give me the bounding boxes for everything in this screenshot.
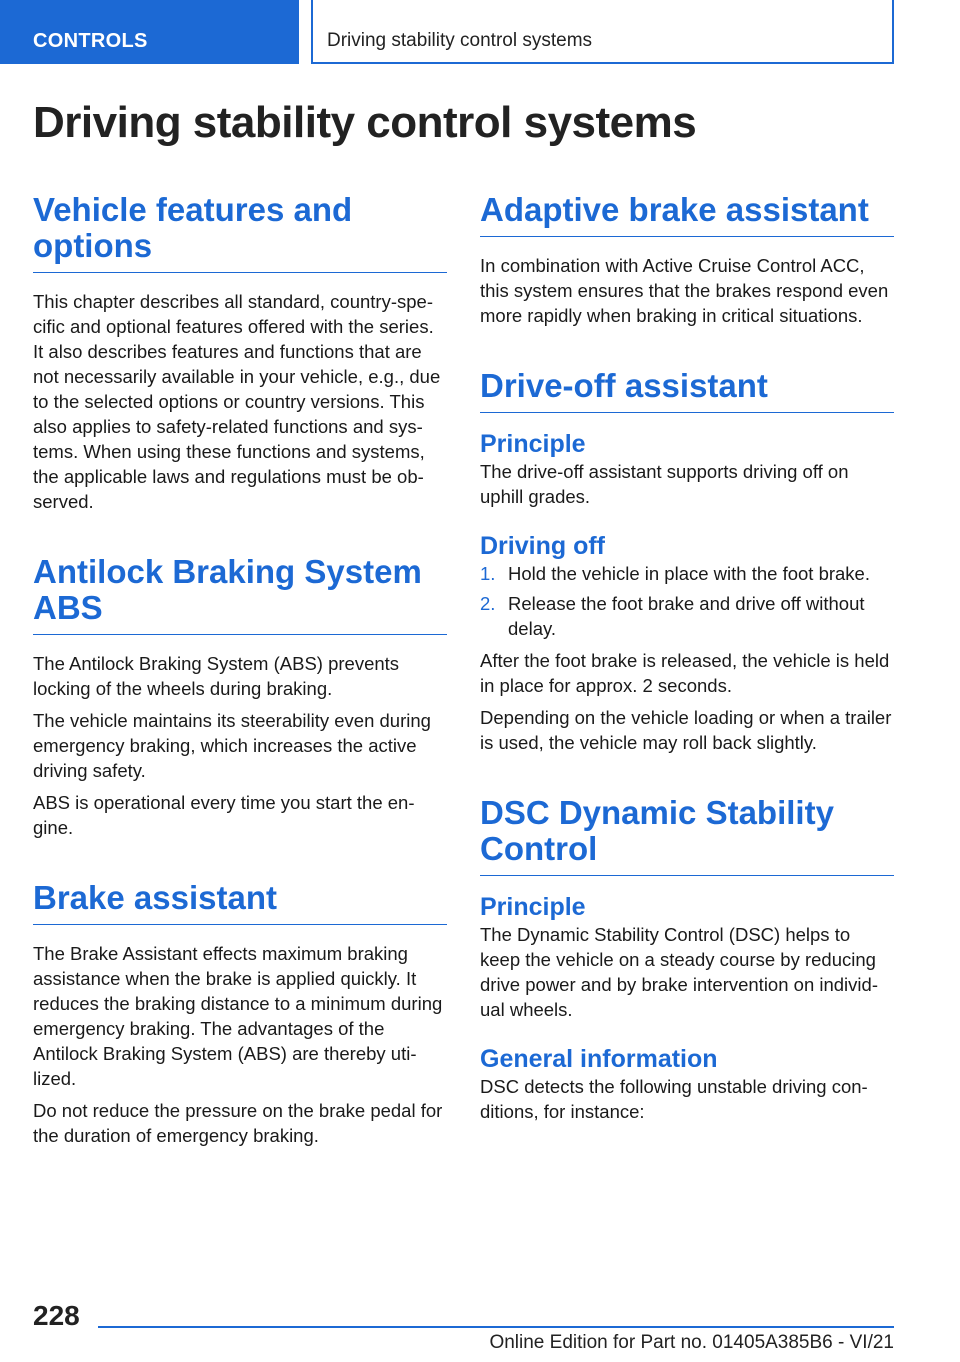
paragraph: The Antilock Braking System (ABS) prevents locking of the wheels during braking. <box>33 653 400 699</box>
section-abs <box>33 554 447 840</box>
footer-divider <box>98 1326 894 1328</box>
steps-list <box>480 561 894 641</box>
list-item <box>480 591 894 641</box>
step-number: 2. <box>480 593 496 614</box>
header-section-label: CONTROLS <box>33 30 148 52</box>
paragraph: DSC detects the following unstable driving conditions, for instance: <box>480 1076 868 1122</box>
section-adaptive-brake <box>480 192 894 328</box>
subheading-principle: Principle <box>480 893 586 921</box>
heading-adaptive-brake: Adaptive brake assistant <box>480 192 894 237</box>
subheading-general-information: General information <box>480 1045 718 1073</box>
step-number: 1. <box>480 563 496 584</box>
heading-dsc: DSC Dynamic Stability Control <box>480 795 894 876</box>
header-topic-label: Driving stability control systems <box>327 30 593 51</box>
paragraph: The Brake Assistant effects maximum braking assistance when the brake is applied quickly. It reduces the braking distance to a minimum during emergency braking. The advantages of the Antilock Braking System (ABS) are thereby utilized. <box>33 943 443 1089</box>
footer-edition: Online Edition for Part no. 01405A385B6 - VI/21 <box>489 1332 894 1353</box>
heading-brake-assistant: Brake assistant <box>33 880 447 925</box>
header-section-tab <box>0 0 299 64</box>
paragraph: Depending on the vehicle loading or when a trailer is used, the vehicle may roll back slightly. <box>480 707 892 753</box>
paragraph: After the foot brake is released, the vehicle is held in place for approx. 2 seconds. <box>480 650 890 696</box>
left-column <box>33 192 447 1188</box>
paragraph: The vehicle maintains its steerability even during emergency braking, which increases the active driving safety. <box>33 710 431 781</box>
section-brake-assistant <box>33 880 447 1148</box>
step-text: Hold the vehicle in place with the foot brake. <box>508 563 870 584</box>
heading-vehicle-features: Vehicle features and options <box>33 192 447 273</box>
list-item <box>480 561 894 586</box>
heading-drive-off: Drive-off assistant <box>480 368 894 413</box>
subheading-principle: Principle <box>480 430 586 458</box>
header-topic-tab <box>311 0 894 64</box>
page-number: 228 <box>33 1300 80 1331</box>
paragraph: In combination with Active Cruise Control ACC, this system ensures that the brakes respond even more rapidly when braking in critical situations. <box>480 255 889 326</box>
right-column <box>480 192 894 1164</box>
page-title: Driving stability control systems <box>33 98 697 147</box>
step-text: Release the foot brake and drive off without delay. <box>508 593 865 639</box>
paragraph: The drive-off assistant supports driving off on uphill grades. <box>480 461 849 507</box>
heading-abs: Antilock Braking System ABS <box>33 554 447 635</box>
section-vehicle-features <box>33 192 447 514</box>
subheading-driving-off: Driving off <box>480 532 605 560</box>
paragraph: This chapter describes all standard, country-specific and optional features offered with the series. It also describes features and functions that are not necessarily available in your vehicle, e.g., due to the selected options or country versions. This also applies to safety-related functions and systems. When using these functions and systems, the applicable laws and regulations must be observed. <box>33 291 441 512</box>
paragraph: Do not reduce the pressure on the brake pedal for the duration of emergency braking. <box>33 1100 443 1146</box>
paragraph: The Dynamic Stability Control (DSC) helps to keep the vehicle on a steady course by reducing drive power and by brake intervention on individual wheels. <box>480 924 878 1020</box>
paragraph: ABS is operational every time you start the engine. <box>33 792 415 838</box>
section-drive-off <box>480 368 894 755</box>
section-dsc <box>480 795 894 1124</box>
